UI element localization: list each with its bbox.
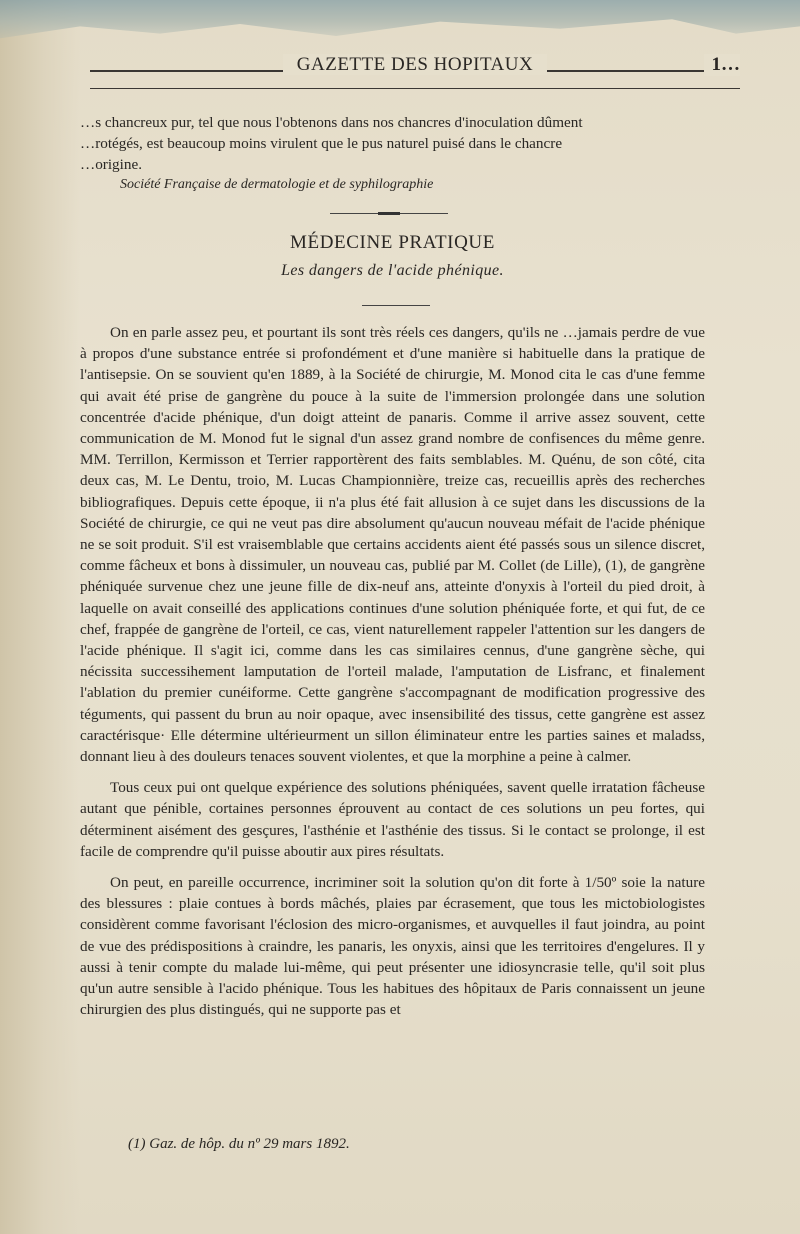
article-body [80,322,705,1031]
torn-top-edge [0,0,800,48]
ornament-separator [330,212,448,216]
subtitle-rule [362,305,430,306]
section-title: MÉDECINE PRATIQUE [290,232,495,253]
intro-text [80,112,705,176]
intro-line: …origine. [80,156,143,174]
section-subtitle: Les dangers de l'acide phénique. [281,262,504,279]
footnote: (1) Gaz. de hôp. du nº 29 mars 1892. [128,1136,350,1152]
header-rule-bottom [90,88,740,89]
journal-title: GAZETTE DES HOPITAUX [283,54,547,75]
torn-left-margin [0,0,80,1234]
running-header [90,52,740,92]
page-number: 1… [704,54,741,76]
society-attribution: Société Française de dermatologie et de syphilographie [120,177,434,192]
paragraph: On peut, en pareille occurrence, incriminer soit la solution qu'on dit forte à 1/50º soie la nature des blessures : plaie contues à bords mâchés, plaies par écrasement, que tous les mictobiologistes considèrent comme favorisant l'éclosion des micro-organismes, et auvquelles il faut joindra, au point de vue des prédispositions à craindre, les panaris, les onyxis, ainsi que les territoires d'engelures. Il y aussi à tenir compte du malade lui-même, qui peut présenter une idiosyncrasie telle, qu'il soit plus qu'un autre sensible à l'acido phénique. Tous les habitues des hôpitaux de Paris connaissent un jeune chirurgien des plus distingués, qui ne supporte pas et [80,874,705,1019]
paragraph: Tous ceux pui ont quelque expérience des solutions phéniquées, savent quelle irratation fâcheuse autant que pénible, cortaines personnes éprouvent au contact de ces solutions un peu fortes, qui déterminent aisément des gesçures, l'asthénie et l'asthénie des tissus. Si le contact se prolonge, il est facile de comprendre qu'il puisse aboutir aux pires résultats. [80,779,705,860]
intro-line: …rotégés, est beaucoup moins virulent que le pus naturel puisé dans le chancre [80,135,563,153]
intro-line: …s chancreux pur, tel que nous l'obtenons dans nos chancres d'inoculation dûment [80,114,583,131]
paragraph: On en parle assez peu, et pourtant ils sont très réels ces dangers, qu'ils ne …jamais perdre de vue à propos d'une substance entrée si profondément et d'une manière si habituelle dans la pratique de l'antisepsie. On se souvient qu'en 1889, à la Société de chirurgie, M. Monod cita le cas d'une femme qui avait été prise de gangrène du pouce à la suite de l'immersion prolongée dans une solution concentrée d'acide phénique, d'un doigt atteint de panaris. Comme il arrive assez souvent, cette communication de M. Monod fut le signal d'un assez grand nombre de confisences du même genre. MM. Terrillon, Kermisson et Terrier rapportèrent des faits semblables. M. Quénu, de son côté, cita deux cas, M. Le Dentu, troio, M. Lucas Championnière, treize cas, recueillis après des recherches bibliografiques. Depuis cette époque, ii n'a plus été fait allusion à ce sujet dans les discussions de la Société de chirurgie, ce qui ne veut pas dire absolument qu'aucun nouveau méfait de l'acide phénique ne se soit produit. S'il est vraisemblable que certains accidents aient été passés sous un silence discret, comme fâcheux et bons à dissimuler, un nouveau cas, publié par M. Collet (de Lille), (1), de gangrène phéniquée survenue chez une jeune fille de dix-neuf ans, atteinte d'onyxis à l'orteil du pied droit, à laquelle on avait conseillé des applications continues d'une solution phéniquée forte, et qui fut, de ce chef, frappée de gangrène de l'orteil, ce cas, vient naturellement rappeler l'attention sur les dangers de l'acide phénique. Il s'agit ici, comme dans les cas similaires cennus, d'une gangrène sèche, qui nécissita successihement lamputation de l'orteil malade, l'amputation de Lisfranc, et finalement l'ablation du premier cunéiforme. Cette gangrène s'accompagnant de modification progressive des téguments, qui passent du brun au noir opaque, avec insensibilité des tissus, cette gangrène est assez caractérisque· Elle détermine ultérieurment un sillon éliminateur entre les parties saines et maladss, donnant lieu à des douleurs tenaces souvent violentes, et que la morphine a peine à calmer. [80,324,705,766]
